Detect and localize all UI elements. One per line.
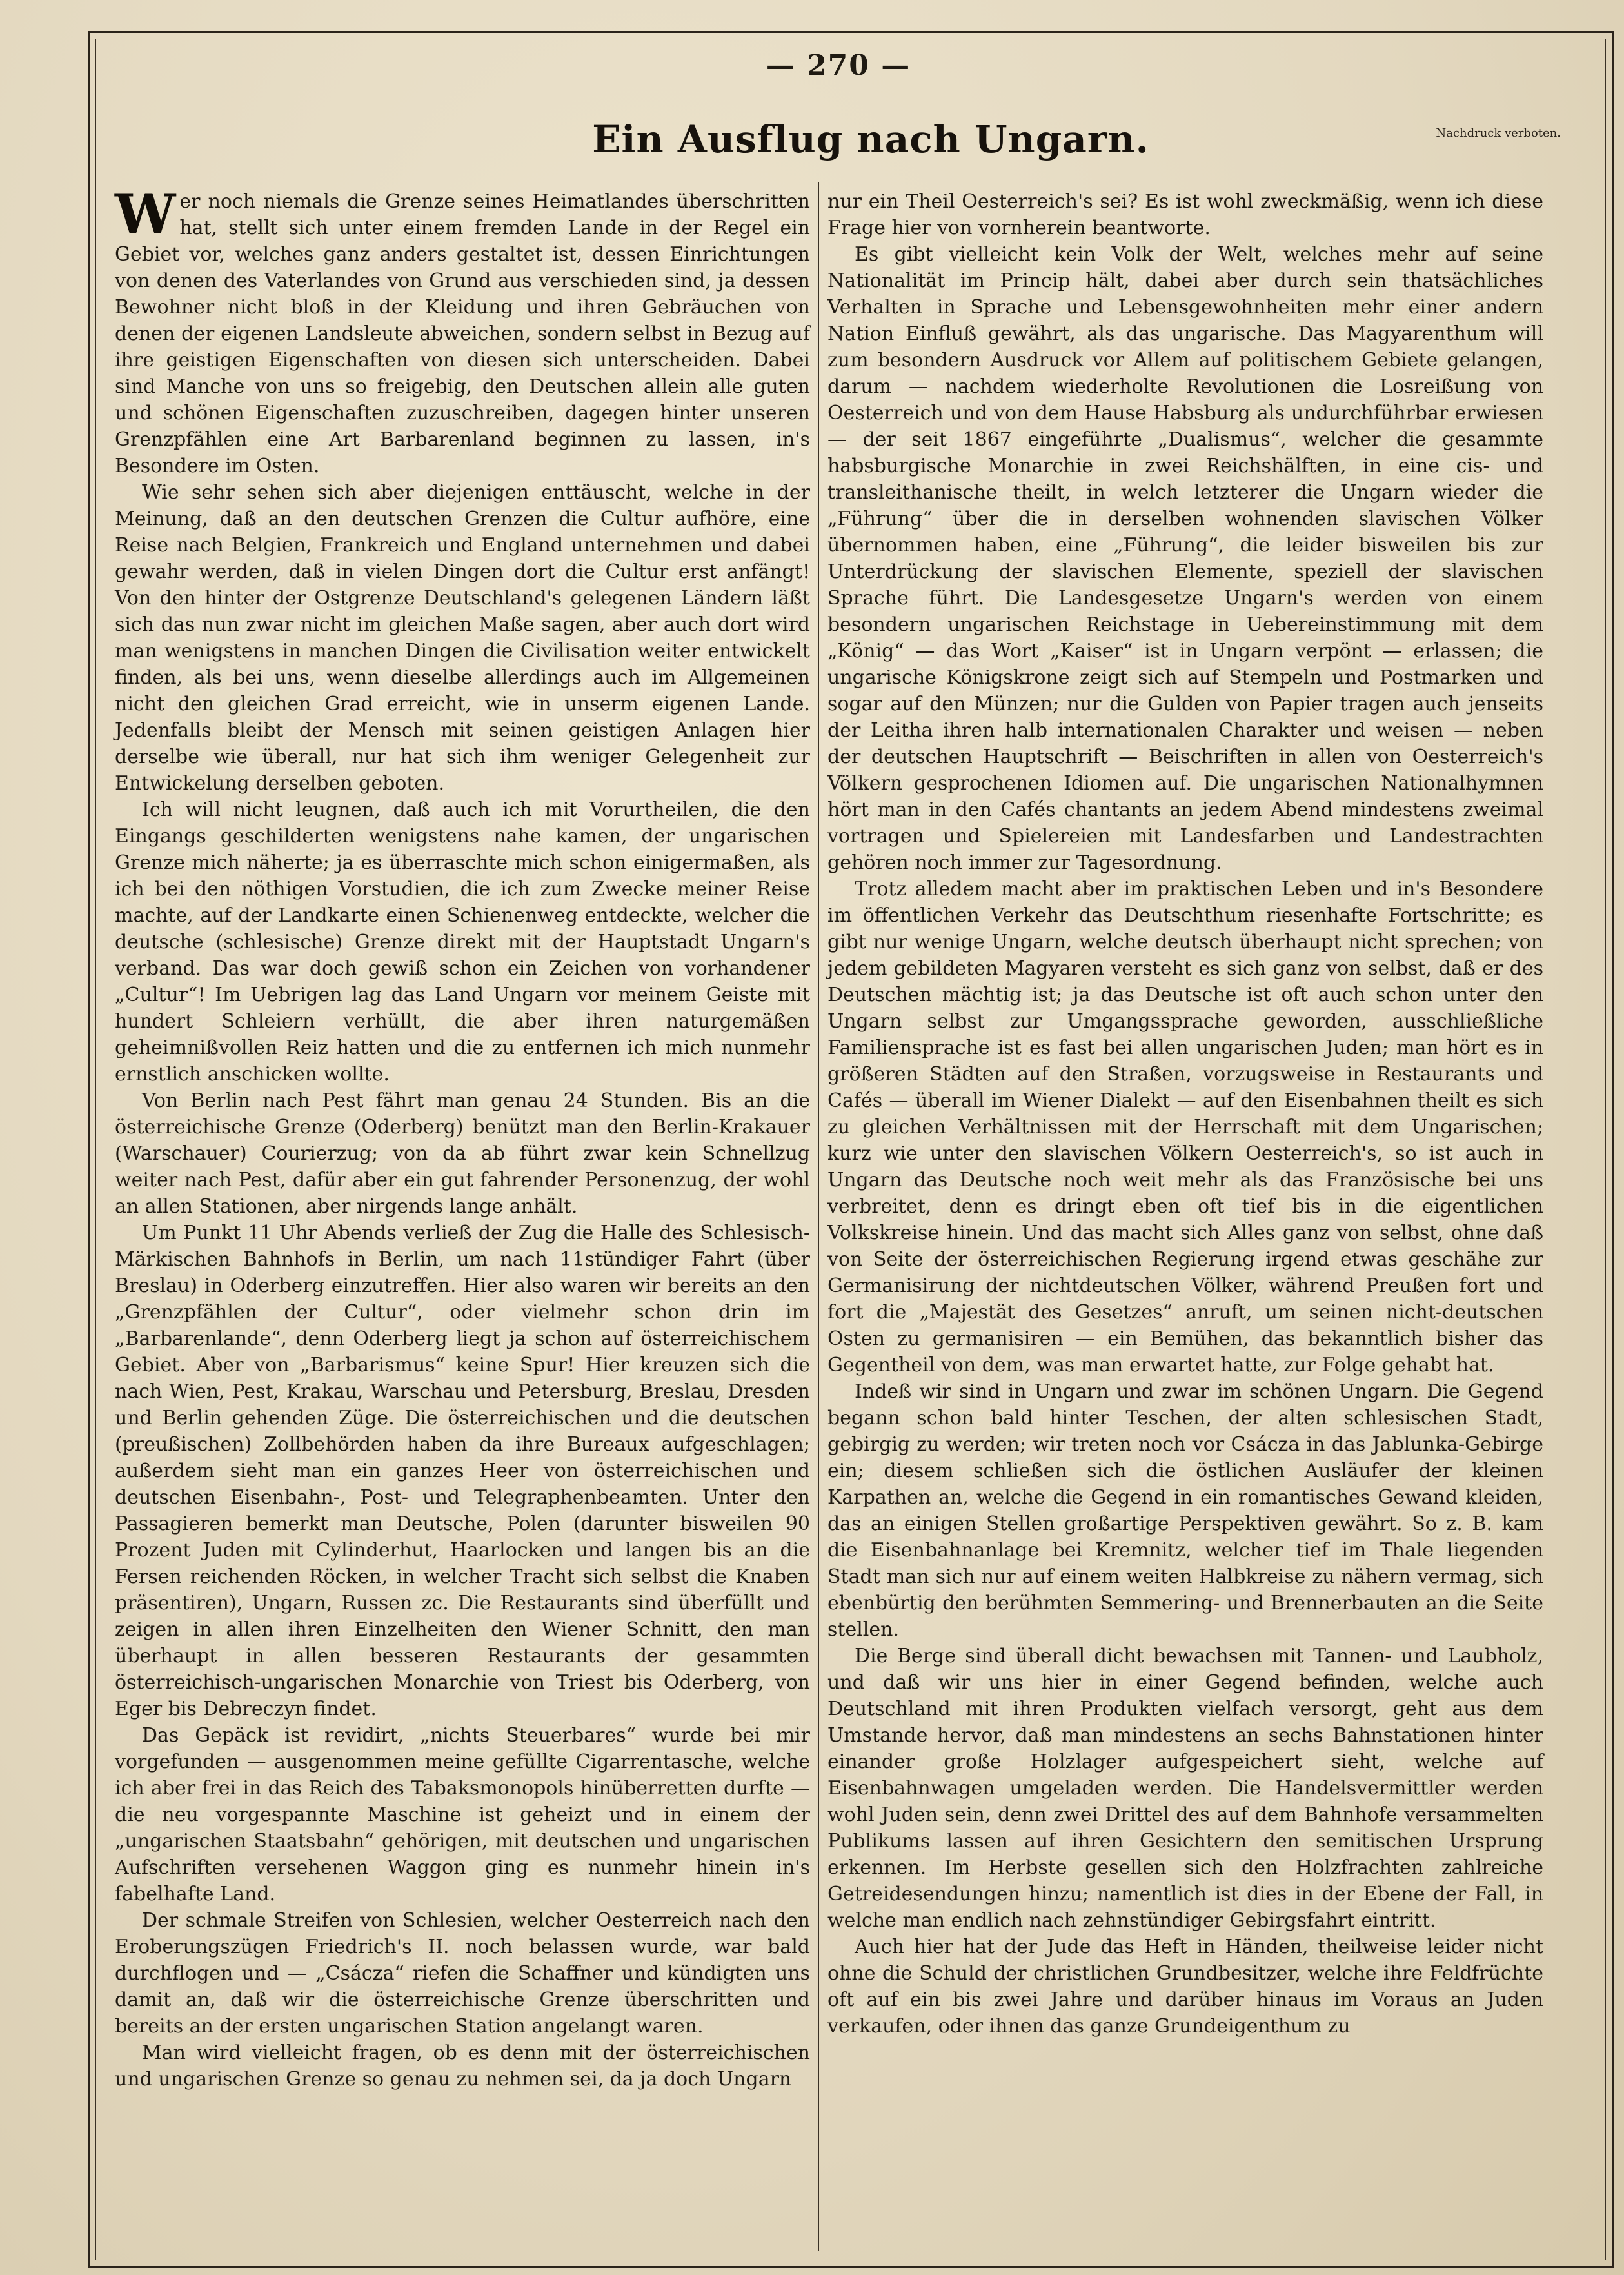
paragraph <box>827 241 1543 876</box>
paragraph-text: Ich will nicht leugnen, daß auch ich mit Vorurtheilen, die den Eingangs geschilderten wenigstens nahe kamen, der ungarischen Grenze mich näherte; ja es überraschte mich schon einigermaßen, als ich bei den nöthigen Vorstudien, die ich zum Zwecke meiner Reise machte, auf der Landkarte einen Schienenweg entdeckte, welcher die deutsche (schlesische) Grenze direkt mit der Hauptstadt Ungarn's verband. Das war doch gewiß schon ein Zeichen von vorhandener „Cultur“! Im Uebrigen lag das Land Ungarn vor meinem Geiste mit hundert Schleiern verhüllt, die aber ihren naturgemäßen geheimnißvollen Reiz hatten und die zu entfernen ich mich nunmehr ernstlich anschicken wollte. <box>115 799 810 1086</box>
paragraph <box>827 1378 1543 1643</box>
paragraph-text: Von Berlin nach Pest fährt man genau 24 Stunden. Bis an die österreichische Grenze (Oderberg) benützt man den Berlin-Krakauer (Warschauer) Courierzug; von da ab führt zwar kein Schnellzug weiter nach Pest, dafür aber ein gut fahrender Personenzug, der wohl an allen Stationen, aber nirgends lange anhält. <box>115 1089 810 1218</box>
paragraph <box>115 182 810 479</box>
paragraph-text: Indeß wir sind in Ungarn und zwar im schönen Ungarn. Die Gegend begann schon bald hinter Teschen, der alten schlesischen Stadt, gebirgig zu werden; wir treten noch vor Csácza in das Jablunka-Gebirge ein; diesem schließen sich die östlichen Ausläufer der kleinen Karpathen an, welche die Gegend in ein romantisches Gewand kleiden, das an einigen Stellen großartige Perspektiven gewährt. So z. B. kam die Eisenbahnanlage bei Kremnitz, welcher tief im Thale liegenden Stadt man sich nur auf einem weiten Halbkreise zu nähern vermag, sich ebenbürtig den berühmten Semmering- und Brennerbauten an die Seite stellen. <box>827 1380 1543 1641</box>
paragraph <box>827 1643 1543 1934</box>
paragraph-text: Es gibt vielleicht kein Volk der Welt, welches mehr auf seine Nationalität im Princip hält, dabei aber durch sein thatsächliches Verhalten in Sprache und Lebensgewohnheiten mehr einer andern Nation Einfluß gewährt, als das ungarische. Das Magyarenthum will zum besondern Ausdruck vor Allem auf politischem Gebiete gelangen, darum — nachdem wiederholte Revolutionen die Losreißung von Oesterreich und von dem Hause Habsburg als undurchführbar erwiesen — der seit 1867 eingeführte „Dualismus“, welcher die gesammte habsburgische Monarchie in zwei Reichshälften, in eine cis- und transleithanische theilt, in welch letzterer die Ungarn wieder die „Führung“ über die in derselben wohnenden slavischen Völker übernommen haben, eine „Führung“, die leider bisweilen bis zur Unterdrückung der slavischen Elemente, speziell der slavischen Sprache führt. Die Landesgesetze Ungarn's werden von einem besondern ungarischen Reichstage in Uebereinstimmung mit dem „König“ — das Wort „Kaiser“ ist in Ungarn verpönt — erlassen; die ungarische Königskrone zeigt sich auf Stempeln und Postmarken und sogar auf den Münzen; nur die Gulden von Papier tragen auch jenseits der Leitha ihren halb internationalen Charakter und weisen — neben der deutschen Hauptschrift — Beischriften in allen von Oesterreich's Völkern gesprochenen Idiomen auf. Die ungarischen Nationalhymnen hört man in den Cafés chantants an jedem Abend mindestens zweimal vortragen und Spielereien mit Landesfarben und Landestrachten gehören noch immer zur Tagesordnung. <box>827 243 1543 874</box>
paragraph <box>115 1088 810 1220</box>
paragraph-text: Das Gepäck ist revidirt, „nichts Steuerbares“ wurde bei mir vorgefunden — ausgenommen meine gefüllte Cigarrentasche, welche ich aber frei in das Reich des Tabaksmonopols hinüberretten durfte — die neu vorgespannte Maschine ist geheizt und in einem der „ungarischen Staatsbahn“ gehörigen, mit deutschen und ungarischen Aufschriften versehenen Waggon ging es nunmehr hinein in's fabelhafte Land. <box>115 1724 810 1905</box>
right-column <box>827 188 1543 2040</box>
left-column <box>115 182 810 2092</box>
paragraph <box>115 1907 810 2040</box>
paragraph <box>115 1722 810 1907</box>
paragraph <box>115 2040 810 2092</box>
column-divider <box>818 182 819 2251</box>
paragraph-text: Auch hier hat der Jude das Heft in Händen, theilweise leider nicht ohne die Schuld der christlichen Grundbesitzer, welche ihre Feldfrüchte oft auf ein bis zwei Jahre und darüber hinaus im Voraus an Juden verkaufen, oder ihnen das ganze Grundeigenthum zu <box>827 1936 1543 2038</box>
paragraph <box>827 188 1543 241</box>
drop-cap: W <box>115 182 176 246</box>
paragraph-text: Man wird vielleicht fragen, ob es denn mit der österreichischen und ungarischen Grenze so genau zu nehmen sei, da ja doch Ungarn <box>115 2042 810 2091</box>
page-number: — 270 — <box>766 49 911 82</box>
paragraph-text: Trotz alledem macht aber im praktischen Leben und in's Besondere im öffentlichen Verkehr das Deutschthum riesenhafte Fortschritte; es gibt nur wenige Ungarn, welche deutsch überhaupt nicht sprechen; von jedem gebildeten Magyaren versteht es sich ganz von selbst, daß er des Deutschen mächtig ist; ja das Deutsche ist oft auch schon unter den Ungarn selbst zur Umgangssprache geworden, ausschließliche Familiensprache ist es fast bei allen ungarischen Juden; man hört es in größeren Städten auf den Straßen, vorzugsweise in Restaurants und Cafés — überall im Wiener Dialekt — auf den Eisenbahnen theilt es sich zu gleichen Verhältnissen mit der Herrschaft mit dem Ungarischen; kurz wie unter den slavischen Völkern Oesterreich's, so ist auch in Ungarn das Deutsche noch weit mehr als das Französische bei uns verbreitet, denn es dringt eben oft tief bis in die eigentlichen Volkskreise hinein. Und das macht sich Alles ganz von selbst, ohne daß von Seite der österreichischen Regierung irgend etwas geschähe zur Germanisirung der nichtdeutschen Völker, während Preußen fort und fort die „Majestät des Gesetzes“ anruft, um seinen nicht-deutschen Osten zu germanisiren — ein Bemühen, das bekanntlich bisher das Gegentheil von dem, was man erwartet hatte, zur Folge gehabt hat. <box>827 878 1543 1376</box>
paragraph-text: Die Berge sind überall dicht bewachsen mit Tannen- und Laubholz, und daß wir uns hier in einer Gegend befinden, welche auch Deutschland mit ihren Produkten vielfach versorgt, geht aus dem Umstande hervor, daß man mindestens an sechs Bahnstationen hinter einander große Holzlager aufgespeichert sieht, welche auf Eisenbahnwagen umgeladen werden. Die Handelsvermittler werden wohl Juden sein, denn zwei Drittel des auf dem Bahnhofe versammelten Publikums lassen auf ihren Gesichtern den semitischen Ursprung erkennen. Im Herbste gesellen sich den Holzfrachten zahlreiche Getreidesendungen hinzu; namentlich ist dies in der Ebene der Fall, in welche man endlich nach zehnstündiger Gebirgsfahrt eintritt. <box>827 1645 1543 1932</box>
paragraph-text: er noch niemals die Grenze seines Heimatlandes überschritten hat, stellt sich unter einem fremden Lande in der Regel ein Gebiet vor, welches ganz anders gestaltet ist, dessen Einrichtungen von denen des Vaterlandes von Grund aus verschieden sind, ja dessen Bewohner nicht bloß in der Kleidung und ihren Gebräuchen von denen der eigenen Landsleute abweichen, sondern selbst in Bezug auf ihre geistigen Eigenschaften von diesen sich unterscheiden. Dabei sind Manche von uns so freigebig, den Deutschen allein alle guten und schönen Eigenschaften zuzuschreiben, dagegen hinter unseren Grenzpfählen eine Art Barbarenland beginnen zu lassen, in's Besondere im Osten. <box>115 190 810 477</box>
paragraph <box>115 797 810 1088</box>
paragraph <box>827 1934 1543 2040</box>
paragraph-text: Um Punkt 11 Uhr Abends verließ der Zug die Halle des Schlesisch-Märkischen Bahnhofs in Berlin, um nach 11stündiger Fahrt (über Breslau) in Oderberg einzutreffen. Hier also waren wir bereits an den „Grenzpfählen der Cultur“, oder vielmehr schon drin im „Barbarenlande“, denn Oderberg liegt ja schon auf österreichischem Gebiet. Aber von „Barbarismus“ keine Spur! Hier kreuzen sich die nach Wien, Pest, Krakau, Warschau und Petersburg, Breslau, Dresden und Berlin gehenden Züge. Die österreichischen und die deutschen (preußischen) Zollbehörden haben da ihre Bureaux aufgeschlagen; außerdem sieht man ein ganzes Heer von österreichischen und deutschen Eisenbahn-, Post- und Telegraphenbeamten. Unter den Passagieren bemerkt man Deutsche, Polen (darunter bisweilen 90 Prozent Juden mit Cylinderhut, Haarlocken und langen bis an die Fersen reichenden Röcken, in welcher Tracht sich selbst die Knaben präsentiren), Ungarn, Russen zc. Die Restaurants sind überfüllt und zeigen in allen ihren Einzelheiten den Wiener Schnitt, den man überhaupt in allen besseren Restaurants der gesammten österreichisch-ungarischen Monarchie von Triest bis Oderberg, von Eger bis Debreczyn findet. <box>115 1222 810 1720</box>
article-title: Ein Ausflug nach Ungarn. <box>592 117 1149 161</box>
paragraph-text: nur ein Theil Oesterreich's sei? Es ist wohl zweckmäßig, wenn ich diese Frage hier von vornherein beantworte. <box>827 190 1543 239</box>
paragraph <box>827 876 1543 1378</box>
paragraph <box>115 1220 810 1722</box>
paragraph-text: Wie sehr sehen sich aber diejenigen enttäuscht, welche in der Meinung, daß an den deutschen Grenzen die Cultur aufhöre, eine Reise nach Belgien, Frankreich und England unternehmen und dabei gewahr werden, daß in vielen Dingen dort die Cultur erst anfängt! Von den hinter der Ostgrenze Deutschland's gelegenen Ländern läßt sich das nun zwar nicht im gleichen Maße sagen, aber auch dort wird man wenigstens in manchen Dingen die Civilisation weiter entwickelt finden, als bei uns, wenn dieselbe allerdings auch im Allgemeinen nicht den gleichen Grad erreicht, wie in unserm eigenen Lande. Jedenfalls bleibt der Mensch mit seinen geistigen Anlagen hier derselbe wie überall, nur hat sich ihm weniger Gelegenheit zur Entwickelung derselben geboten. <box>115 481 810 795</box>
reprint-notice: Nachdruck verboten. <box>1436 126 1561 140</box>
paragraph-text: Der schmale Streifen von Schlesien, welcher Oesterreich nach den Eroberungszügen Friedrich's II. noch belassen wurde, war bald durchflogen und — „Csácza“ riefen die Schaffner und kündigten uns damit an, daß wir die österreichische Grenze überschritten und bereits an der ersten ungarischen Station angelangt waren. <box>115 1909 810 2038</box>
paragraph <box>115 479 810 797</box>
